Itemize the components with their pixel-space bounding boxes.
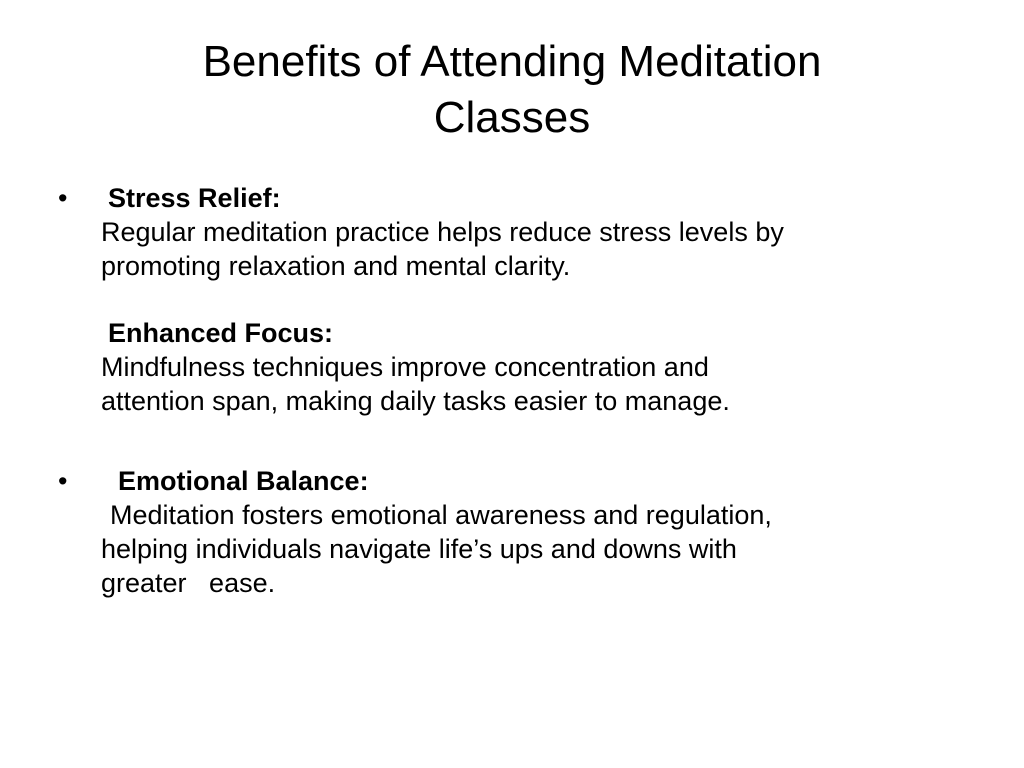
slide-title-line-2: Classes bbox=[433, 93, 591, 142]
slide-title-line-1: Benefits of Attending Meditation bbox=[202, 37, 822, 86]
slide-title bbox=[100, 34, 924, 146]
bullet-heading: Enhanced Focus: bbox=[108, 318, 334, 348]
bullet-body-line: helping individuals navigate life’s ups and downs with bbox=[101, 534, 737, 564]
bullet-body-line: Regular meditation practice helps reduce stress levels by bbox=[101, 217, 784, 247]
bullet-body-line: Meditation fosters emotional awareness and regulation, bbox=[110, 500, 772, 530]
bullet-heading: Emotional Balance: bbox=[118, 466, 369, 496]
bullet-body-line: greater ease. bbox=[101, 568, 276, 598]
bullet-body-line: promoting relaxation and mental clarity. bbox=[101, 251, 571, 281]
bullet-icon: • bbox=[58, 183, 68, 213]
bullet-body bbox=[101, 350, 951, 418]
bullet-body-line: Mindfulness techniques improve concentration and bbox=[101, 352, 709, 382]
bullet-body bbox=[101, 498, 951, 600]
bullet-body-line: attention span, making daily tasks easier to manage. bbox=[101, 386, 730, 416]
bullet-heading: Stress Relief: bbox=[108, 183, 281, 213]
bullet-body bbox=[101, 215, 951, 283]
bullet-icon: • bbox=[58, 466, 68, 496]
